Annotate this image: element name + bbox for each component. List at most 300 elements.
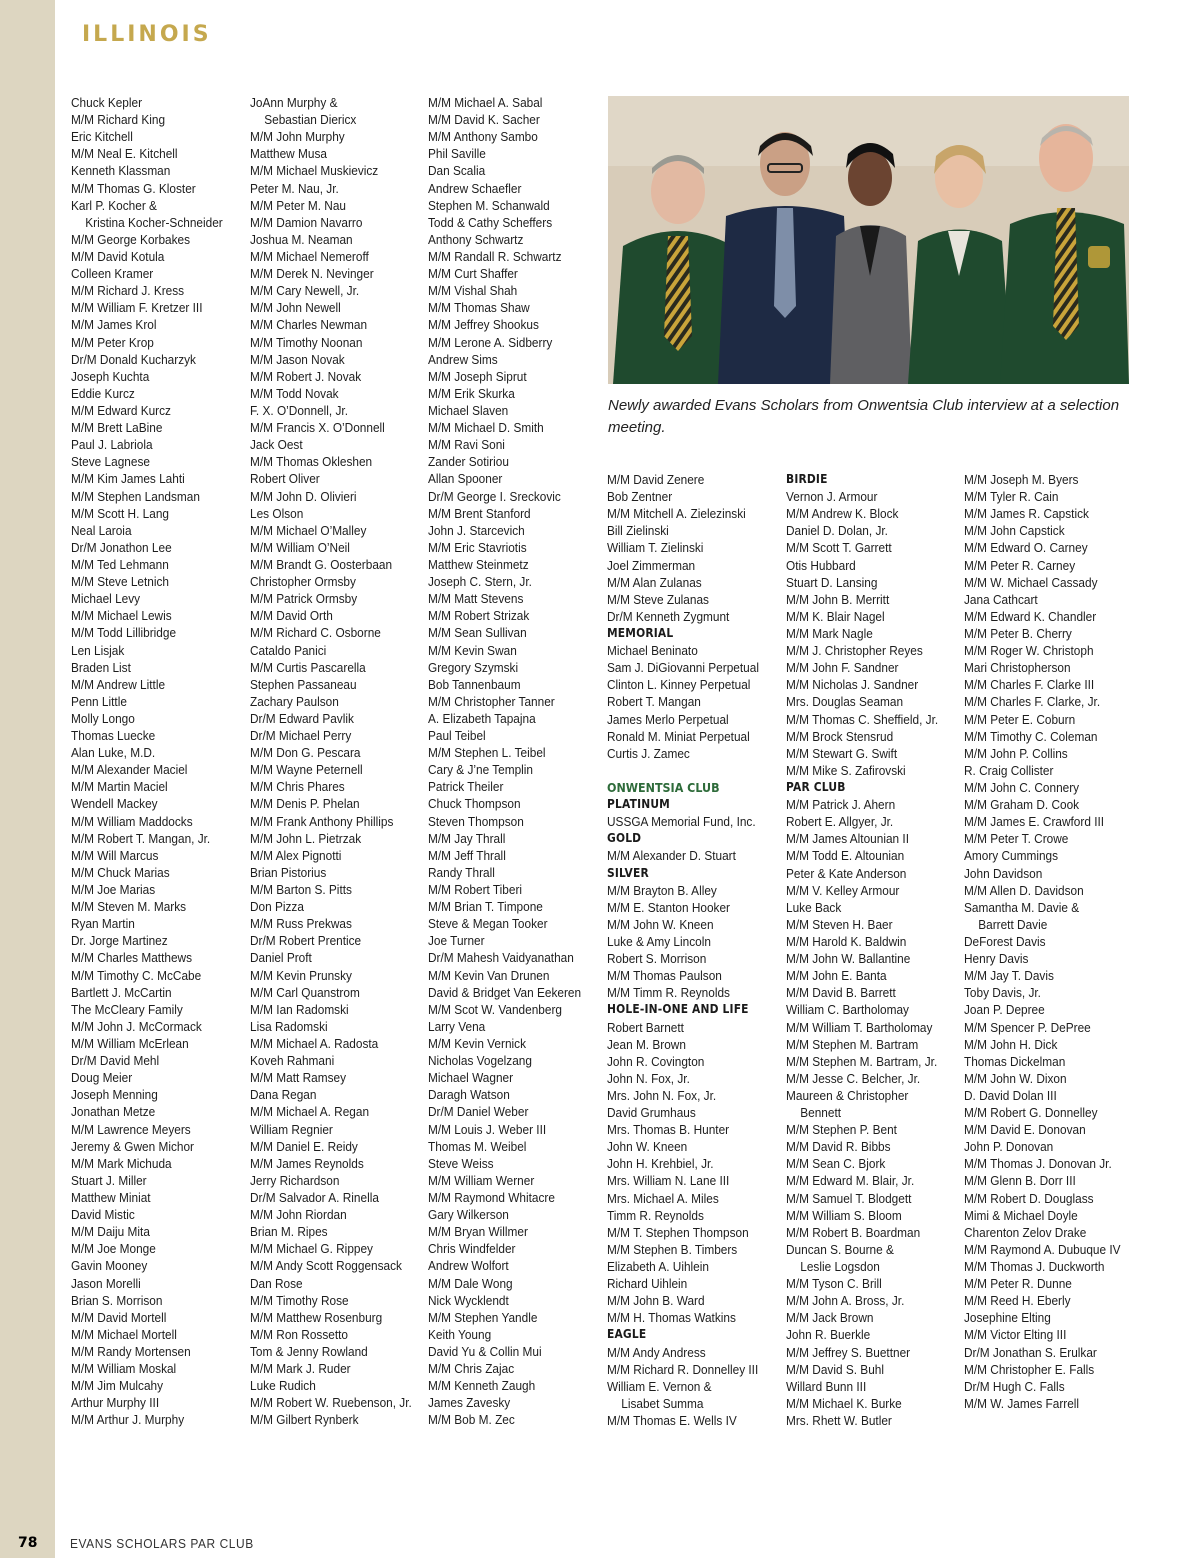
donor-name: M/M Kevin Vernick — [428, 1036, 526, 1052]
donor-name: Jerry Richardson — [250, 1172, 340, 1188]
donor-name: Chris Windfelder — [428, 1241, 516, 1257]
donor-name: Keith Young — [428, 1326, 492, 1342]
donor-name: M/M Charles Matthews — [71, 950, 193, 966]
donor-name: M/M Raymond Whitacre — [428, 1190, 555, 1205]
donor-name: Dr/M Mahesh Vaidyanathan — [428, 950, 574, 966]
donor-name: M/M Bob M. Zec — [428, 1412, 515, 1428]
donor-name: M/M Todd Novak — [250, 385, 339, 401]
donor-name: M/M James Krol — [71, 317, 157, 333]
donor-name: M/M Timm R. Reynolds — [607, 985, 730, 1001]
donor-name: Robert T. Mangan — [607, 694, 701, 710]
donor-name: M/M John Capstick — [964, 523, 1065, 539]
donor-name: M/M Andy Scott Roggensack — [250, 1258, 402, 1274]
giving-level-heading: MEMORIAL — [607, 625, 674, 640]
donor-name: M/M Thomas C. Sheffield, Jr. — [786, 711, 939, 727]
donor-name: Molly Longo — [71, 710, 135, 726]
donor-name: M/M John D. Olivieri — [250, 488, 357, 504]
section-spacer — [607, 762, 759, 779]
donor-name: Dr/M George I. Sreckovic — [428, 488, 561, 504]
donor-name: M/M William F. Kretzer III — [71, 300, 203, 316]
donor-name: M/M Don G. Pescara — [250, 745, 361, 761]
donor-name: M/M Raymond A. Dubuque IV — [964, 1241, 1121, 1257]
donor-name: M/M Neal E. Kitchell — [71, 146, 178, 162]
donor-name: Zander Sotiriou — [428, 454, 509, 470]
donor-name: David Grumhaus — [607, 1105, 696, 1121]
donor-name: M/M Jay T. Davis — [964, 968, 1054, 984]
donor-name: M/M Denis P. Phelan — [250, 796, 360, 812]
donor-name: M/M Robert D. Douglass — [964, 1190, 1094, 1206]
donor-name: M/M Russ Prekwas — [250, 916, 352, 932]
donor-name: M/M Kim James Lahti — [71, 471, 185, 487]
donor-name: Lisabet Summa — [621, 1395, 704, 1411]
donor-name: Brian S. Morrison — [71, 1292, 163, 1308]
donor-name: Joseph Kuchta — [71, 368, 150, 384]
donor-name: M/M Chris Phares — [250, 779, 345, 795]
donor-name: M/M Robert Strizak — [428, 608, 530, 624]
donor-name: M/M Ravi Soni — [428, 437, 505, 453]
donor-name: Mrs. Rhett W. Butler — [786, 1413, 892, 1429]
donor-name: M/M Peter Krop — [71, 334, 154, 350]
donor-name: M/M John F. Sandner — [786, 660, 899, 676]
donor-name: David Mistic — [71, 1207, 135, 1223]
donor-name: M/M John B. Ward — [607, 1293, 705, 1309]
donor-name: R. Craig Collister — [964, 762, 1054, 778]
donor-name: Ryan Martin — [71, 916, 135, 932]
donor-name: M/M Stephen M. Bartram — [786, 1036, 919, 1052]
donor-name: M/M Reed H. Eberly — [964, 1293, 1071, 1309]
donor-name: Gregory Szymski — [428, 659, 519, 675]
donor-name: M/M John W. Dixon — [964, 1070, 1067, 1086]
donor-name: Gavin Mooney — [71, 1258, 148, 1274]
donor-name: Dan Scalia — [428, 163, 486, 179]
donor-name: M/M Brent Stanford — [428, 505, 531, 521]
donor-name: Thomas Luecke — [71, 728, 156, 744]
donor-name: Don Pizza — [250, 899, 304, 915]
donor-name: Curtis J. Zamec — [607, 745, 690, 761]
donor-name: M/M Kevin Prunsky — [250, 967, 352, 983]
donor-name: M/M Ted Lehmann — [71, 556, 169, 572]
donor-name: M/M Stephen M. Bartram, Jr. — [786, 1053, 938, 1069]
donor-name: Dr/M Kenneth Zygmunt — [607, 608, 730, 624]
donor-name: M/M Brock Stensrud — [786, 728, 894, 744]
donor-name: M/M William O’Neil — [250, 539, 350, 555]
donor-name: M/M J. Christopher Reyes — [786, 643, 923, 659]
donor-name: M/M Mark J. Ruder — [250, 1361, 351, 1377]
donor-name: Ronald M. Miniat Perpetual — [607, 728, 750, 744]
donor-name: M/M Cary Newell, Jr. — [250, 283, 360, 299]
donor-name: M/M Steve Letnich — [71, 574, 170, 590]
donor-name: Dr/M David Mehl — [71, 1053, 160, 1069]
donor-name: M/M Erik Skurka — [428, 385, 515, 401]
donor-name: Joseph Menning — [71, 1087, 158, 1103]
donor-name: Steve Lagnese — [71, 454, 150, 470]
donor-name: M/M Brandt G. Oosterbaan — [250, 556, 393, 572]
donor-name: M/M Robert T. Mangan, Jr. — [71, 830, 211, 846]
donor-name: Colleen Kramer — [71, 266, 154, 282]
donor-name: M/M Alexander Maciel — [71, 762, 188, 778]
donor-name: Stephen Passaneau — [250, 676, 357, 692]
donor-name: Joshua M. Neaman — [250, 231, 353, 247]
donor-name: M/M Edward Kurcz — [71, 402, 171, 418]
donor-name: Matthew Musa — [250, 146, 327, 162]
donor-name: John W. Kneen — [607, 1139, 688, 1155]
donor-name: Mari Christopherson — [964, 660, 1071, 676]
donor-name: Lisa Radomski — [250, 1018, 328, 1034]
donor-name: Stephen M. Schanwald — [428, 197, 550, 213]
donor-name: M/M Michael K. Burke — [786, 1395, 902, 1411]
donor-name: M/M Martin Maciel — [71, 779, 168, 795]
donor-name: Bennett — [800, 1105, 842, 1121]
donor-name: M/M Nicholas J. Sandner — [786, 677, 919, 693]
donor-name: Joe Turner — [428, 933, 485, 949]
donor-name: M/M David Mortell — [71, 1309, 167, 1325]
group-photo-illustration — [608, 96, 1129, 384]
donor-name: M/M Andy Andress — [607, 1344, 706, 1360]
donor-name: Chuck Kepler — [71, 95, 143, 110]
page-margin-band — [0, 0, 55, 1558]
donor-name: John J. Starcevich — [428, 522, 525, 538]
donor-name: Christopher Ormsby — [250, 574, 356, 590]
donor-name: M/M Stephen L. Teibel — [428, 745, 546, 761]
donor-name: M/M Jeffrey Shookus — [428, 317, 539, 333]
donor-name: M/M Derek N. Nevinger — [250, 266, 374, 282]
donor-name: David Yu & Collin Mui — [428, 1343, 542, 1359]
donor-name: Maureen & Christopher — [786, 1087, 909, 1103]
donor-name: M/M Wayne Peternell — [250, 762, 363, 778]
donor-name: Mrs. William N. Lane III — [607, 1173, 730, 1189]
donor-name: D. David Dolan III — [964, 1087, 1057, 1103]
donor-name: Matthew Miniat — [71, 1190, 151, 1205]
donor-name: M/M Jeff Thrall — [428, 847, 506, 863]
donor-name: M/M Thomas Shaw — [428, 300, 530, 316]
donor-name: M/M Vishal Shah — [428, 283, 518, 299]
donor-name: Paul J. Labriola — [71, 437, 153, 453]
donor-name: M/M David R. Bibbs — [786, 1139, 891, 1155]
donor-name: Jean M. Brown — [607, 1036, 686, 1052]
donor-name: Duncan S. Bourne & — [786, 1241, 894, 1257]
donor-name: Jonathan Metze — [71, 1104, 156, 1120]
donor-name: M/M Patrick Ormsby — [250, 591, 358, 607]
donor-name: M/M Mark Nagle — [786, 625, 873, 641]
donor-name: Robert Barnett — [607, 1019, 684, 1035]
donor-name: Andrew Schaefler — [428, 180, 522, 196]
donor-name: M/M Barton S. Pitts — [250, 882, 352, 898]
donor-name: Allan Spooner — [428, 471, 503, 487]
donor-name: M/M Alex Pignotti — [250, 847, 342, 863]
donor-name: Dr/M Robert Prentice — [250, 933, 362, 949]
donor-name: Andrew Wolfort — [428, 1258, 509, 1274]
donor-name: Phil Saville — [428, 146, 486, 162]
donor-name: M/M John J. McCormack — [71, 1018, 202, 1034]
donor-name: M/M Alan Zulanas — [607, 574, 702, 590]
donor-name: Dr/M Jonathan S. Erulkar — [964, 1344, 1097, 1360]
donor-name: M/M Will Marcus — [71, 847, 159, 863]
donor-name: Mrs. Thomas B. Hunter — [607, 1122, 730, 1138]
donor-name: M/M Robert J. Novak — [250, 368, 362, 384]
donor-name: M/M Tyson C. Brill — [786, 1276, 882, 1292]
donor-name: Charenton Zelov Drake — [964, 1224, 1087, 1240]
donor-name: M/M Michael Muskievicz — [250, 163, 379, 179]
donor-name: M/M Christopher E. Falls — [964, 1361, 1095, 1377]
donor-name: M/M Joseph Siprut — [428, 368, 527, 384]
donor-name: M/M Michael A. Sabal — [428, 95, 543, 110]
donor-name: Tom & Jenny Rowland — [250, 1343, 368, 1359]
donor-name: Bill Zielinski — [607, 523, 669, 539]
donor-name: M/M Tyler R. Cain — [964, 489, 1059, 505]
donor-name: M/M David Zenere — [607, 472, 705, 487]
donor-name: Mrs. John N. Fox, Jr. — [607, 1087, 717, 1103]
donor-name: M/M Jeffrey S. Buettner — [786, 1344, 911, 1360]
donor-name: Robert S. Morrison — [607, 951, 707, 967]
donor-name: Mimi & Michael Doyle — [964, 1207, 1078, 1223]
donor-name: Luke Rudich — [250, 1378, 316, 1394]
donor-name: Braden List — [71, 659, 131, 675]
donor-name: Eric Kitchell — [71, 129, 133, 145]
donor-name: Dr/M Donald Kucharzyk — [71, 351, 196, 367]
donor-name: Willard Bunn III — [786, 1378, 867, 1394]
donor-name: M/M Matt Stevens — [428, 591, 524, 607]
donor-name: Brian Pistorius — [250, 864, 327, 880]
donor-name: Chuck Thompson — [428, 796, 521, 812]
donor-name: M/M Kevin Swan — [428, 642, 517, 658]
donor-name: M/M Richard King — [71, 112, 166, 128]
donor-name: M/M Mark Michuda — [71, 1155, 172, 1171]
donor-name: Anthony Schwartz — [428, 231, 524, 247]
donor-name: M/M William S. Bloom — [786, 1207, 902, 1223]
giving-level-heading: BIRDIE — [786, 472, 828, 486]
donor-name: M/M Todd E. Altounian — [786, 848, 905, 864]
donor-name: M/M K. Blair Nagel — [786, 608, 885, 624]
donor-name: M/M William T. Bartholomay — [786, 1019, 933, 1035]
donor-column-4 — [607, 471, 759, 1429]
donor-name: M/M Kenneth Zaugh — [428, 1378, 536, 1394]
donor-name: M/M Michael Lewis — [71, 608, 172, 624]
donor-name: Zachary Paulson — [250, 693, 339, 709]
donor-name: M/M Thomas E. Wells IV — [607, 1413, 737, 1429]
donor-name: M/M Lerone A. Sidberry — [428, 334, 553, 350]
donor-name: Andrew Sims — [428, 351, 498, 367]
donor-name: Barrett Davie — [978, 916, 1048, 932]
donor-name: M/M David S. Buhl — [786, 1361, 884, 1377]
donor-name: M/M Curtis Pascarella — [250, 659, 366, 675]
donor-name: M/M W. Michael Cassady — [964, 574, 1098, 590]
donor-name: M/M Matthew Rosenburg — [250, 1309, 383, 1325]
donor-name: M/M Michael D. Smith — [428, 420, 544, 436]
donor-name: Timm R. Reynolds — [607, 1207, 704, 1223]
donor-name: M/M Victor Elting III — [964, 1327, 1067, 1343]
donor-name: M/M Peter M. Nau — [250, 197, 347, 213]
donor-name: Henry Davis — [964, 951, 1029, 967]
donor-name: Thomas Dickelman — [964, 1053, 1066, 1069]
donor-name: M/M Eric Stavriotis — [428, 539, 527, 555]
donor-name: M/M Joe Monge — [71, 1241, 156, 1257]
donor-name: Amory Cummings — [964, 848, 1059, 864]
donor-name: Dana Regan — [250, 1087, 317, 1103]
donor-name: Kristina Kocher-Schneider — [85, 214, 223, 230]
donor-name: Joseph C. Stern, Jr. — [428, 574, 532, 590]
donor-name: Daniel D. Dolan, Jr. — [786, 523, 888, 539]
donor-name: M/M Christopher Tanner — [428, 693, 555, 709]
donor-name: M/M James R. Capstick — [964, 506, 1089, 522]
donor-name: M/M E. Stanton Hooker — [607, 899, 731, 915]
donor-name: M/M John E. Banta — [786, 968, 887, 984]
donor-name: M/M David K. Sacher — [428, 112, 540, 128]
donor-name: Joan P. Depree — [964, 1002, 1045, 1018]
donor-name: James Merlo Perpetual — [607, 711, 729, 727]
giving-level-heading: PAR CLUB — [786, 779, 846, 794]
donor-name: M/M Jesse C. Belcher, Jr. — [786, 1070, 921, 1086]
donor-name: Michael Beninato — [607, 643, 698, 659]
donor-name: M/M Robert Tiberi — [428, 882, 523, 898]
donor-name: Daniel Proft — [250, 950, 312, 966]
donor-name: Michael Levy — [71, 591, 141, 607]
donor-name: M/M Lawrence Meyers — [71, 1121, 191, 1137]
donor-name: M/M William Maddocks — [71, 813, 193, 829]
donor-name: Stuart D. Lansing — [786, 574, 878, 590]
donor-name: M/M Charles F. Clarke, Jr. — [964, 694, 1101, 710]
donor-name: F. X. O’Donnell, Jr. — [250, 402, 348, 418]
donor-name: M/M Brett LaBine — [71, 420, 163, 436]
donor-name: M/M John Newell — [250, 300, 341, 316]
donor-name: M/M Chris Zajac — [428, 1361, 515, 1377]
donor-name: M/M Patrick J. Ahern — [786, 797, 896, 813]
donor-name: M/M Francis X. O’Donnell — [250, 420, 385, 436]
donor-name: M/M Spencer P. DePree — [964, 1019, 1091, 1035]
donor-name: M/M Samuel T. Blodgett — [786, 1190, 912, 1206]
donor-name: M/M William Moskal — [71, 1361, 177, 1377]
donor-name: M/M W. James Farrell — [964, 1395, 1080, 1411]
donor-name: M/M Scott T. Garrett — [786, 540, 892, 556]
donor-name: Peter & Kate Anderson — [786, 865, 907, 881]
donor-name: Robert Oliver — [250, 471, 320, 487]
donor-name: M/M David Orth — [250, 608, 333, 624]
donor-name: M/M Jason Novak — [250, 351, 345, 367]
giving-level-heading: PLATINUM — [607, 797, 670, 812]
donor-name: John N. Fox, Jr. — [607, 1070, 690, 1086]
donor-name: M/M John Riordan — [250, 1207, 347, 1223]
donor-name: M/M Thomas Paulson — [607, 968, 722, 984]
donor-name: Otis Hubbard — [786, 557, 856, 573]
donor-column-3 — [428, 94, 581, 1429]
donor-name: Jack Oest — [250, 437, 303, 453]
donor-name: Vernon J. Armour — [786, 489, 878, 505]
donor-name: Steven Thompson — [428, 813, 524, 829]
donor-name: Thomas M. Weibel — [428, 1138, 527, 1154]
donor-name: M/M Michael Nemeroff — [250, 248, 369, 264]
donor-name: M/M Michael O’Malley — [250, 522, 367, 538]
donor-name: DeForest Davis — [964, 933, 1046, 949]
donor-name: Leslie Logsdon — [800, 1259, 880, 1275]
giving-level-heading: HOLE-IN-ONE AND LIFE — [607, 1002, 749, 1017]
donor-name: Steve & Megan Tooker — [428, 916, 548, 932]
donor-name: M/M Peter E. Coburn — [964, 711, 1076, 727]
donor-name: John H. Krehbiel, Jr. — [607, 1156, 714, 1172]
donor-name: M/M James E. Crawford III — [964, 814, 1105, 830]
donor-column-1 — [71, 94, 223, 1429]
donor-name: M/M Stephen P. Bent — [786, 1122, 897, 1138]
donor-name: M/M Peter R. Carney — [964, 557, 1076, 573]
donor-name: M/M Edward O. Carney — [964, 540, 1088, 556]
donor-name: Jeremy & Gwen Michor — [71, 1138, 194, 1154]
donor-name: Nicholas Vogelzang — [428, 1053, 532, 1069]
donor-name: M/M Michael A. Regan — [250, 1104, 370, 1120]
donor-name: M/M David E. Donovan — [964, 1122, 1086, 1138]
donor-name: M/M William Werner — [428, 1172, 535, 1188]
donor-name: David & Bridget Van Eekeren — [428, 984, 582, 1000]
state-heading: ILLINOIS — [82, 22, 212, 47]
donor-name: M/M Chuck Marias — [71, 864, 170, 880]
donor-name: Toby Davis, Jr. — [964, 985, 1041, 1001]
donor-name: M/M H. Thomas Watkins — [607, 1310, 736, 1326]
donor-name: M/M Steve Zulanas — [607, 591, 709, 607]
donor-name: M/M Joe Marias — [71, 882, 156, 898]
club-heading: ONWENTSIA CLUB — [607, 779, 720, 795]
donor-name: M/M Allen D. Davidson — [964, 882, 1084, 898]
donor-name: M/M Randall R. Schwartz — [428, 248, 562, 264]
donor-name: M/M Thomas J. Duckworth — [964, 1259, 1105, 1275]
donor-name: John P. Donovan — [964, 1139, 1054, 1155]
donor-name: M/M Edward K. Chandler — [964, 608, 1097, 624]
donor-name: Todd & Cathy Scheffers — [428, 214, 553, 230]
donor-name: M/M Joseph M. Byers — [964, 472, 1079, 487]
donor-name: M/M David B. Barrett — [786, 985, 896, 1001]
donor-name: M/M Mike S. Zafirovski — [786, 762, 906, 778]
donor-name: Dan Rose — [250, 1275, 303, 1291]
donor-name: M/M Carl Quanstrom — [250, 984, 360, 1000]
donor-name: Doug Meier — [71, 1070, 133, 1086]
donor-name: M/M Jack Brown — [786, 1310, 874, 1326]
donor-name: M/M Robert W. Ruebenson, Jr. — [250, 1395, 412, 1411]
scholars-photo — [608, 96, 1129, 384]
donor-name: M/M Timothy C. Coleman — [964, 728, 1098, 744]
donor-name: M/M Michael A. Radosta — [250, 1036, 379, 1052]
donor-name: John Davidson — [964, 865, 1043, 881]
donor-name: Les Olson — [250, 505, 304, 521]
donor-name: Luke Back — [786, 899, 842, 915]
donor-name: Paul Teibel — [428, 728, 486, 744]
donor-name: Mrs. Douglas Seaman — [786, 694, 904, 710]
donor-name: M/M John P. Collins — [964, 745, 1068, 761]
donor-name: Dr/M Daniel Weber — [428, 1104, 529, 1120]
donor-name: M/M Harold K. Baldwin — [786, 933, 907, 949]
donor-name: Dr/M Salvador A. Rinella — [250, 1190, 379, 1205]
donor-name: Michael Wagner — [428, 1070, 514, 1086]
donor-name: M/M Charles F. Clarke III — [964, 677, 1095, 693]
giving-level-heading: SILVER — [607, 865, 649, 880]
donor-name: M/M John L. Pietrzak — [250, 830, 362, 846]
donor-name: Dr. Jorge Martinez — [71, 933, 168, 949]
donor-name: M/M John H. Dick — [964, 1036, 1058, 1052]
donor-name: M/M Roger W. Christoph — [964, 643, 1094, 659]
donor-name: M/M Andrew K. Block — [786, 506, 899, 522]
donor-name: William E. Vernon & — [607, 1378, 712, 1394]
donor-name: Dr/M Edward Pavlik — [250, 710, 354, 726]
donor-name: Michael Slaven — [428, 402, 509, 418]
photo-caption: Newly awarded Evans Scholars from Onwentsia Club interview at a selection meeting. — [608, 397, 1120, 436]
donor-name: M/M Randy Mortensen — [71, 1343, 191, 1359]
donor-name: Cataldo Panici — [250, 642, 327, 658]
donor-name: M/M Richard R. Donnelley III — [607, 1361, 759, 1377]
donor-name: USSGA Memorial Fund, Inc. — [607, 814, 756, 830]
donor-name: William Regnier — [250, 1121, 333, 1137]
donor-name: M/M Todd Lillibridge — [71, 625, 177, 641]
publication-footer: EVANS SCHOLARS PAR CLUB — [70, 1536, 254, 1551]
donor-name: M/M Stephen B. Timbers — [607, 1241, 738, 1257]
donor-name: M/M V. Kelley Armour — [786, 882, 900, 898]
donor-name: M/M Graham D. Cook — [964, 797, 1080, 813]
donor-name: M/M Ron Rossetto — [250, 1326, 348, 1342]
donor-name: M/M Thomas J. Donovan Jr. — [964, 1156, 1112, 1172]
